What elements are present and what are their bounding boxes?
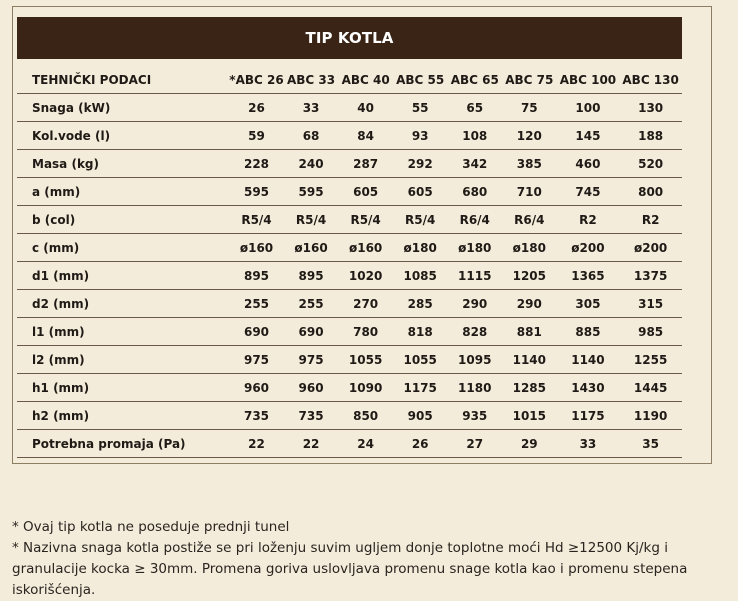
column-header: ABC 75 xyxy=(502,66,557,94)
table-cell: 605 xyxy=(393,178,448,206)
table-cell: 1255 xyxy=(619,346,682,374)
column-header: ABC 40 xyxy=(338,66,393,94)
table-cell: ø200 xyxy=(619,234,682,262)
table-cell: 780 xyxy=(338,318,393,346)
table-cell: 93 xyxy=(393,122,448,150)
table-row xyxy=(17,122,682,150)
table-cell: 1115 xyxy=(447,262,502,290)
row-label: Potrebna promaja (Pa) xyxy=(17,430,229,458)
table-cell: 68 xyxy=(284,122,339,150)
table-cell: 1375 xyxy=(619,262,682,290)
row-label: Snaga (kW) xyxy=(17,94,229,122)
table-cell: 145 xyxy=(557,122,620,150)
footnote: * Nazivna snaga kotla postiže se pri loženju suvim ugljem donje toplotne moći Hd ≥12500 Kj/kg i granulacije kocka ≥ 30mm. Promena goriva uslovljava promenu snage kotla kao i promenu stepena iskorišćenja. xyxy=(12,540,688,598)
row-label: Masa (kg) xyxy=(17,150,229,178)
table-cell: R6/4 xyxy=(502,206,557,234)
table-cell: 1175 xyxy=(393,374,448,402)
column-header: ABC 100 xyxy=(557,66,620,94)
table-cell: 287 xyxy=(338,150,393,178)
table-cell: 1445 xyxy=(619,374,682,402)
table-cell: 385 xyxy=(502,150,557,178)
table-cell: 33 xyxy=(557,430,620,458)
row-label: c (mm) xyxy=(17,234,229,262)
table-cell: R5/4 xyxy=(284,206,339,234)
table-cell: 1190 xyxy=(619,402,682,430)
table-cell: 895 xyxy=(284,262,339,290)
table-row xyxy=(17,374,682,402)
table-cell: 595 xyxy=(229,178,284,206)
column-header: ABC 130 xyxy=(619,66,682,94)
table-cell: ø180 xyxy=(502,234,557,262)
row-label: h1 (mm) xyxy=(17,374,229,402)
row-label: a (mm) xyxy=(17,178,229,206)
table-cell: 27 xyxy=(447,430,502,458)
table-row xyxy=(17,262,682,290)
footnotes xyxy=(12,517,727,601)
table-cell: 26 xyxy=(229,94,284,122)
table-cell: 690 xyxy=(284,318,339,346)
table-cell: ø160 xyxy=(229,234,284,262)
table-cell: 460 xyxy=(557,150,620,178)
row-label: l1 (mm) xyxy=(17,318,229,346)
row-label: l2 (mm) xyxy=(17,346,229,374)
column-header: *ABC 26 xyxy=(229,66,284,94)
table-row xyxy=(17,346,682,374)
table-cell: 818 xyxy=(393,318,448,346)
table-row xyxy=(17,290,682,318)
table-cell: 1140 xyxy=(557,346,620,374)
table-cell: 255 xyxy=(284,290,339,318)
table-cell: 305 xyxy=(557,290,620,318)
table-cell: 84 xyxy=(338,122,393,150)
table-cell: 100 xyxy=(557,94,620,122)
table-row xyxy=(17,402,682,430)
table-row xyxy=(17,150,682,178)
table-body xyxy=(17,94,682,458)
table-cell: 975 xyxy=(229,346,284,374)
table-cell: R6/4 xyxy=(447,206,502,234)
table-cell: R2 xyxy=(557,206,620,234)
table-cell: 1175 xyxy=(557,402,620,430)
table-cell: 65 xyxy=(447,94,502,122)
table-cell: 240 xyxy=(284,150,339,178)
table-cell: 22 xyxy=(284,430,339,458)
table-cell: 1090 xyxy=(338,374,393,402)
table-cell: R5/4 xyxy=(338,206,393,234)
table-row xyxy=(17,318,682,346)
table-cell: 905 xyxy=(393,402,448,430)
table-cell: R2 xyxy=(619,206,682,234)
table-cell: 29 xyxy=(502,430,557,458)
table-title xyxy=(17,17,682,59)
table-cell: 605 xyxy=(338,178,393,206)
table-cell: 292 xyxy=(393,150,448,178)
table-cell: 881 xyxy=(502,318,557,346)
table-title-text: TIP KOTLA xyxy=(305,29,394,47)
table-cell: 985 xyxy=(619,318,682,346)
table-cell: 885 xyxy=(557,318,620,346)
table-cell: 1055 xyxy=(393,346,448,374)
table-cell: 975 xyxy=(284,346,339,374)
table-row xyxy=(17,206,682,234)
table-cell: 75 xyxy=(502,94,557,122)
table-cell: R5/4 xyxy=(393,206,448,234)
table-cell: 1095 xyxy=(447,346,502,374)
table-cell: 290 xyxy=(502,290,557,318)
table-cell: 228 xyxy=(229,150,284,178)
row-label: h2 (mm) xyxy=(17,402,229,430)
table-cell: 26 xyxy=(393,430,448,458)
table-cell: 520 xyxy=(619,150,682,178)
table-cell: 315 xyxy=(619,290,682,318)
column-header: TEHNIČKI PODACI xyxy=(17,66,229,94)
table-cell: 1365 xyxy=(557,262,620,290)
table-cell: 960 xyxy=(284,374,339,402)
table-cell: 285 xyxy=(393,290,448,318)
table-cell: 690 xyxy=(229,318,284,346)
table-cell: 35 xyxy=(619,430,682,458)
table-cell: 24 xyxy=(338,430,393,458)
table-cell: 120 xyxy=(502,122,557,150)
table-cell: 735 xyxy=(229,402,284,430)
table-cell: 40 xyxy=(338,94,393,122)
table-row xyxy=(17,234,682,262)
table-row xyxy=(17,94,682,122)
table-cell: 108 xyxy=(447,122,502,150)
row-label: b (col) xyxy=(17,206,229,234)
table-header-row xyxy=(17,66,682,94)
table-cell: ø160 xyxy=(338,234,393,262)
table-row xyxy=(17,178,682,206)
table-cell: 800 xyxy=(619,178,682,206)
table-cell: 1085 xyxy=(393,262,448,290)
table-cell: 22 xyxy=(229,430,284,458)
row-label: Kol.vode (l) xyxy=(17,122,229,150)
table-cell: 680 xyxy=(447,178,502,206)
table-cell: 255 xyxy=(229,290,284,318)
footnote: * Ovaj tip kotla ne poseduje prednji tunel xyxy=(12,519,290,535)
table-cell: 735 xyxy=(284,402,339,430)
table-cell: 1205 xyxy=(502,262,557,290)
table-cell: R5/4 xyxy=(229,206,284,234)
table-cell: 1140 xyxy=(502,346,557,374)
table-cell: 935 xyxy=(447,402,502,430)
table-cell: 59 xyxy=(229,122,284,150)
table-cell: 960 xyxy=(229,374,284,402)
table-cell: ø160 xyxy=(284,234,339,262)
table-cell: 895 xyxy=(229,262,284,290)
table-cell: 828 xyxy=(447,318,502,346)
table-cell: 1180 xyxy=(447,374,502,402)
table-cell: 55 xyxy=(393,94,448,122)
table-cell: 595 xyxy=(284,178,339,206)
table-cell: 850 xyxy=(338,402,393,430)
table-cell: 1430 xyxy=(557,374,620,402)
table-cell: 1020 xyxy=(338,262,393,290)
table-cell: 188 xyxy=(619,122,682,150)
table-cell: 1015 xyxy=(502,402,557,430)
row-label: d1 (mm) xyxy=(17,262,229,290)
table-cell: 710 xyxy=(502,178,557,206)
table-cell: 130 xyxy=(619,94,682,122)
table-cell: 745 xyxy=(557,178,620,206)
table-cell: 290 xyxy=(447,290,502,318)
table-cell: ø180 xyxy=(393,234,448,262)
column-header: ABC 33 xyxy=(284,66,339,94)
table-cell: ø200 xyxy=(557,234,620,262)
table-row xyxy=(17,430,682,458)
table-cell: 1285 xyxy=(502,374,557,402)
column-header: ABC 55 xyxy=(393,66,448,94)
table-cell: 1055 xyxy=(338,346,393,374)
specifications-table xyxy=(17,66,682,458)
table-cell: 270 xyxy=(338,290,393,318)
row-label: d2 (mm) xyxy=(17,290,229,318)
column-header: ABC 65 xyxy=(447,66,502,94)
table-cell: ø180 xyxy=(447,234,502,262)
table-cell: 342 xyxy=(447,150,502,178)
table-cell: 33 xyxy=(284,94,339,122)
